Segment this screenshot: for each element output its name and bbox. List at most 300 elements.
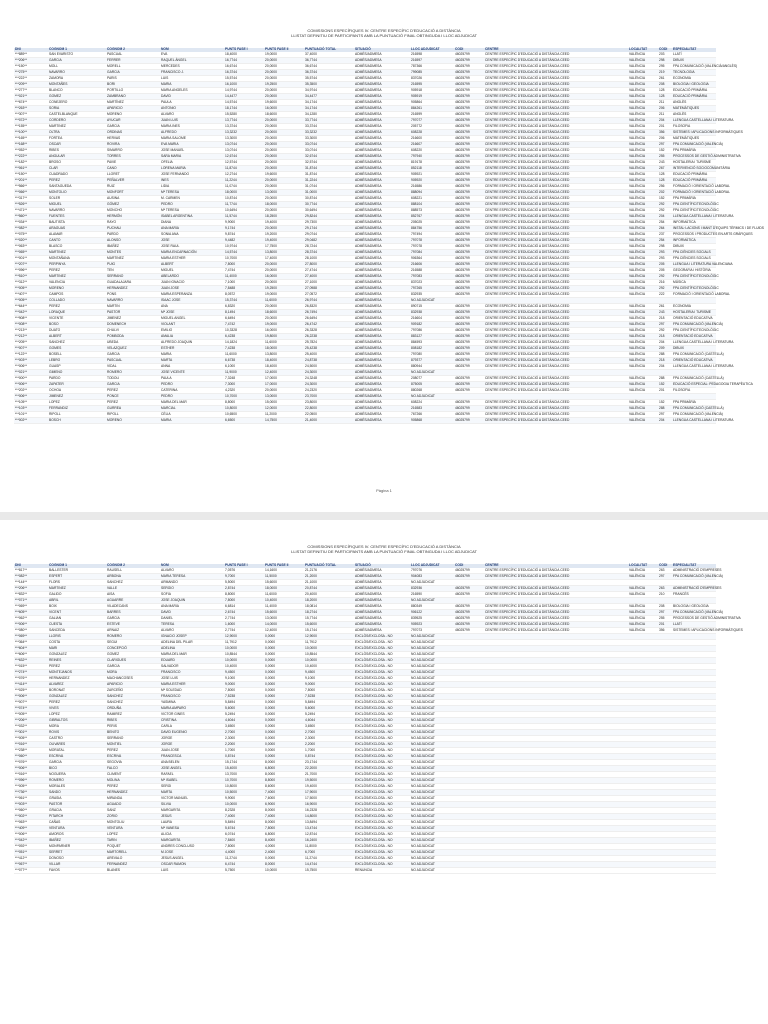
table-cell: 20,0000 xyxy=(264,124,304,130)
table-cell: 20,0000 xyxy=(264,130,304,136)
table-cell: NO ADJUDICAT xyxy=(410,598,454,604)
table-cell: ***644** xyxy=(14,304,48,310)
table-cell: DONOSO xyxy=(48,856,106,862)
table-cell: 15,1744 xyxy=(304,628,354,634)
table-cell: VALÈNCIA xyxy=(628,586,658,592)
table-cell: ***155** xyxy=(14,124,48,130)
table-cell: 288 xyxy=(658,406,672,412)
table-cell: 13,0000 xyxy=(264,394,304,400)
table-cell: 20,0000 xyxy=(264,226,304,232)
table-cell: PERIS xyxy=(106,724,160,730)
table-cell: 18,4000 xyxy=(264,364,304,370)
table-cell: FPA COMUNICACIÓ (CASTELLÀ) xyxy=(673,375,724,380)
table-cell: INTERVENCIÓ SOCIOCOMUNITÀRIA xyxy=(673,165,731,170)
table-cell: 8,0000 xyxy=(264,808,304,814)
table-cell: 0,0000 xyxy=(264,658,304,664)
table-cell: ***407** xyxy=(14,292,48,298)
table-cell: 7,5238 xyxy=(304,694,354,700)
table-cell: INES xyxy=(160,178,224,184)
table-cell: 2,7000 xyxy=(304,730,354,736)
table-cell: 29,7300 xyxy=(304,220,354,226)
table-cell: 0,0000 xyxy=(264,730,304,736)
table-cell: 852767 xyxy=(410,214,454,220)
table-cell: VALÈNCIA xyxy=(628,142,658,148)
table-cell: PEREZ xyxy=(106,400,160,406)
table-cell: 5,8494 xyxy=(224,820,264,826)
table-cell: ADMÈS/ADMESA xyxy=(354,280,410,286)
table-cell: ***006** xyxy=(14,364,48,370)
table-cell: FPA COMUNICACIÓ (CASTELLÀ) xyxy=(673,405,724,410)
table-cell: 216607 xyxy=(410,142,454,148)
table-cell: CENTRE ESPECÍFIC D'EDUCACIÓ A DISTÀNCIA CEED xyxy=(484,304,628,310)
table-cell: COLLADO xyxy=(48,298,106,304)
table-cell: 10,0000 xyxy=(224,658,264,664)
table-cell: ADMÈS/ADMESA xyxy=(354,94,410,100)
table-cell: ***080** xyxy=(14,628,48,634)
table-cell: MARIA DEL MAR xyxy=(160,652,224,658)
table-cell: HERNANDEZ xyxy=(48,676,106,682)
table-cell: JESUS xyxy=(160,814,224,820)
table-cell: FAVOS xyxy=(48,868,106,874)
table-cell: SANCHEZ xyxy=(106,694,160,700)
table-cell: 256 xyxy=(658,184,672,190)
table-cell: ZAMBRANO xyxy=(106,94,160,100)
table-cell: 28,3744 xyxy=(304,250,354,256)
table-cell: VALÈNCIA xyxy=(628,208,658,214)
table-cell: MARTINEZ xyxy=(48,250,106,256)
table-cell: ESTEVE xyxy=(106,622,160,628)
table-cell: 26,9744 xyxy=(304,298,354,304)
table-cell: CENTRE ESPECÍFIC D'EDUCACIÓ A DISTÀNCIA CEED xyxy=(484,64,628,70)
table-cell: ***060** xyxy=(14,754,48,760)
table-cell: FPA CIENTÍFIC/TECNOLÒGIC xyxy=(673,285,719,290)
table-cell: GARCIA xyxy=(106,616,160,622)
table-cell: ***312** xyxy=(14,280,48,286)
table-cell: ARMANDO xyxy=(160,580,224,586)
table-cell: ORIENTACIÓ EDUCATIVA xyxy=(672,316,716,322)
table-cell: CLIMENT xyxy=(106,772,160,778)
table-cell: BOSCH xyxy=(48,418,106,424)
table-cell: VALÈNCIA xyxy=(628,94,658,100)
table-cell: 46025799 xyxy=(454,328,484,334)
table-cell: MORATAL xyxy=(48,748,106,754)
table-cell: AGUARRE xyxy=(106,598,160,604)
table-cell: 218 xyxy=(658,334,672,340)
column-header: PUNTUACIÓ TOTAL xyxy=(304,48,354,52)
table-cell: 12,5744 xyxy=(224,160,264,166)
table-cell: 16,7744 xyxy=(224,58,264,64)
table-cell: 880944 xyxy=(410,364,454,370)
table-cell: ADMÈS/ADMESA xyxy=(354,82,410,88)
table-cell: 10,7000 xyxy=(224,778,264,784)
table-cell: CENTRE ESPECÍFIC D'EDUCACIÓ A DISTÀNCIA CEED xyxy=(484,94,628,100)
table-cell: 34,1744 xyxy=(304,106,354,112)
table-cell: 13,8494 xyxy=(304,820,354,826)
table-cell: SERRET xyxy=(48,850,106,856)
table-cell: MARGARITA xyxy=(160,838,224,844)
table-cell: 46025799 xyxy=(454,88,484,94)
table-cell: ***066** xyxy=(14,190,48,196)
table-cell: VALÈNCIA xyxy=(628,106,658,112)
table-cell: 297 xyxy=(658,574,672,580)
table-cell: 11,0744 xyxy=(224,184,264,190)
table-cell: ADMÈS/ADMESA xyxy=(354,322,410,328)
table-cell: 0,0000 xyxy=(264,736,304,742)
table-cell: ADMINISTRACIÓ D'EMPRESES xyxy=(673,585,722,590)
table-cell: EXCLÒS/EXCLOSA - NO xyxy=(354,736,410,742)
table-cell: ***144** xyxy=(14,580,48,586)
table-cell: PEREZ xyxy=(106,784,160,790)
table-cell: 880349 xyxy=(410,604,454,610)
table-cell: 152 xyxy=(658,400,672,406)
table-cell: 7,8488 xyxy=(224,286,264,292)
table-cell: 12,4000 xyxy=(264,370,304,376)
table-cell: MARTA xyxy=(160,790,224,796)
table-cell: FORMACIÓ I ORIENTACIÓ LABORAL xyxy=(673,183,730,188)
table-cell: PARDO xyxy=(106,232,160,238)
table-cell: JOSE MANUEL xyxy=(160,148,224,154)
table-cell: CUESTA xyxy=(48,622,106,628)
table-cell: ROVIS xyxy=(48,730,106,736)
table-cell: 7,8000 xyxy=(224,262,264,268)
table-cell: FPA COMUNICACIÓ (VALENCIÀ/ANGLÈS) xyxy=(673,63,738,68)
table-cell: FPA CIENTÍFIC/TECNOLÒGIC xyxy=(673,207,719,212)
table-cell: 46025799 xyxy=(454,238,484,244)
table-cell: 27,4744 xyxy=(304,268,354,274)
table-cell: 20,0000 xyxy=(264,154,304,160)
table-cell: 46025799 xyxy=(454,400,484,406)
table-cell: 905919 xyxy=(410,94,454,100)
table-cell: 19,2500 xyxy=(264,286,304,292)
table-cell: 12,9000 xyxy=(224,634,264,640)
table-cell: VALÈNCIA xyxy=(628,358,658,364)
table-cell: VALÈNCIA xyxy=(628,382,658,388)
table-cell: 25,4000 xyxy=(304,352,354,358)
table-cell: CENTRE ESPECÍFIC D'EDUCACIÓ A DISTÀNCIA CEED xyxy=(484,184,628,190)
table-cell: MIRANDA xyxy=(106,796,160,802)
table-cell: CENTRE ESPECÍFIC D'EDUCACIÓ A DISTÀNCIA CEED xyxy=(484,100,628,106)
table-cell: 46025799 xyxy=(454,244,484,250)
table-cell: LORAQUE xyxy=(48,310,106,316)
table-cell: LLENGUA CASTELLANA I LITERATURA xyxy=(673,417,734,422)
table-cell: 46025799 xyxy=(454,58,484,64)
table-cell: EXCLÒS/EXCLOSA - NO xyxy=(354,760,410,766)
table-cell: ADMÈS/ADMESA xyxy=(354,418,410,424)
table-cell: 46025799 xyxy=(454,628,484,634)
table-cell: 254 xyxy=(658,238,672,244)
page-break xyxy=(0,512,768,520)
table-cell: CENTRE ESPECÍFIC D'EDUCACIÓ A DISTÀNCIA CEED xyxy=(484,112,628,118)
table-cell: BOSO xyxy=(48,322,106,328)
table-cell: PROCESSOS DE GESTIÓ ADMINISTRATIVA xyxy=(673,615,741,620)
table-cell: ARAGUAS xyxy=(48,226,106,232)
table-cell: CENTRE ESPECÍFIC D'EDUCACIÓ A DISTÀNCIA CEED xyxy=(484,214,628,220)
table-cell: VALÈNCIA xyxy=(628,76,658,82)
table-cell: GUASP xyxy=(48,364,106,370)
table-cell: ECONOMIA xyxy=(672,76,716,82)
table-cell: 22,8000 xyxy=(304,406,354,412)
table-cell: 30,6494 xyxy=(304,208,354,214)
table-cell: NO ADJUDICAT xyxy=(410,664,454,670)
table-cell: 34,4477 xyxy=(304,94,354,100)
table-cell: 19,5000 xyxy=(304,778,354,784)
table-cell: VALLE xyxy=(106,586,160,592)
table-cell: 34,1280 xyxy=(304,112,354,118)
table-cell: NO ADJUDICAT xyxy=(410,718,454,724)
table-cell: FUENTES xyxy=(48,214,106,220)
column-header: DNI xyxy=(14,564,48,568)
table-cell: FRANCISCO xyxy=(160,670,224,676)
table-cell: MARTINEZ xyxy=(48,124,106,130)
table-cell: VALÈNCIA xyxy=(628,328,658,334)
table-cell: ADMÈS/ADMESA xyxy=(354,58,410,64)
table-cell: ***062** xyxy=(14,616,48,622)
table-cell: CENTRE ESPECÍFIC D'EDUCACIÓ A DISTÀNCIA CEED xyxy=(484,568,628,574)
table-cell: TERESA xyxy=(160,622,224,628)
title-line-2: LLISTAT DEFINITIU DE PARTICIPANTS AMB LA PUNTUACIÓ FINAL OBTINGUDA I LLOC ADJUDICAT xyxy=(291,33,477,38)
table-cell: EDUCACIÓ PRIMÀRIA xyxy=(672,172,716,178)
table-cell: 797076 xyxy=(410,568,454,574)
table-cell: 808182 xyxy=(410,346,454,352)
table-cell: ZARCEÑO xyxy=(106,688,160,694)
table-cell: 27,0988 xyxy=(304,286,354,292)
table-cell: 46025799 xyxy=(454,358,484,364)
table-cell: VENTURA xyxy=(48,826,106,832)
table-cell: 27,4000 xyxy=(304,274,354,280)
table-cell: CARLA xyxy=(160,724,224,730)
table-cell: ADMÈS/ADMESA xyxy=(354,52,410,58)
table-cell: 18,6000 xyxy=(264,112,304,118)
table-cell: 28,1000 xyxy=(304,256,354,262)
table-cell: 6,6500 xyxy=(224,418,264,424)
table-cell: ***206** xyxy=(14,58,48,64)
table-cell: ORDINAS xyxy=(106,130,160,136)
table-cell: 20,0000 xyxy=(264,160,304,166)
table-cell: VALÈNCIA xyxy=(628,286,658,292)
table-cell: SONIA ANA xyxy=(160,232,224,238)
table-cell: PEREZ xyxy=(48,178,106,184)
table-cell: 203 xyxy=(658,52,672,58)
column-header: NOM xyxy=(160,48,224,52)
table-cell: EXCLÒS/EXCLOSA - NO xyxy=(354,802,410,808)
table-cell: 297 xyxy=(658,610,672,616)
table-cell: AUSINA xyxy=(106,196,160,202)
table-cell: ***736** xyxy=(14,790,48,796)
table-cell: 216 xyxy=(658,280,672,286)
table-cell: 19,6000 xyxy=(264,172,304,178)
table-cell: NO ADJUDICAT xyxy=(410,856,454,862)
table-cell: 10,4000 xyxy=(264,598,304,604)
table-cell: 16,0000 xyxy=(264,106,304,112)
table-cell: SANTAGUEDA xyxy=(48,184,106,190)
table-cell: CENTRE ESPECÍFIC D'EDUCACIÓ A DISTÀNCIA CEED xyxy=(484,334,628,340)
table-cell: MORENO xyxy=(48,286,106,292)
table-cell: MARTORELL xyxy=(106,850,160,856)
table-cell: CENTRE ESPECÍFIC D'EDUCACIÓ A DISTÀNCIA CEED xyxy=(484,406,628,412)
table-cell: CENTRE ESPECÍFIC D'EDUCACIÓ A DISTÀNCIA CEED xyxy=(484,202,628,208)
table-cell: M JOSE xyxy=(160,850,224,856)
table-cell: EXCLÒS/EXCLOSA - NO xyxy=(354,808,410,814)
table-cell: 20,0000 xyxy=(264,166,304,172)
table-cell: 243 xyxy=(658,160,672,166)
table-cell: 201 xyxy=(658,124,672,130)
table-cell: 8,8000 xyxy=(224,400,264,406)
table-cell: CENTRE ESPECÍFIC D'EDUCACIÓ A DISTÀNCIA CEED xyxy=(484,376,628,382)
table-cell: TARIN xyxy=(106,838,160,844)
table-cell: ***526** xyxy=(14,202,48,208)
table-cell: RIBES xyxy=(106,718,160,724)
table-cell: GARCIA xyxy=(106,70,160,76)
table-cell: ADMÈS/ADMESA xyxy=(354,100,410,106)
table-cell: FPA PRIMÀRIA xyxy=(672,400,716,406)
table-cell: ADMÈS/ADMESA xyxy=(354,340,410,346)
table-cell: EXCLÒS/EXCLOSA - NO xyxy=(354,748,410,754)
table-cell: JOSE ANGEL xyxy=(160,766,224,772)
table-cell: BORI xyxy=(106,82,160,88)
table-cell: CAÑAS xyxy=(48,820,106,826)
table-cell: MARIA ESTHER xyxy=(160,256,224,262)
table-cell: CENTRE ESPECÍFIC D'EDUCACIÓ A DISTÀNCIA CEED xyxy=(484,232,628,238)
table-cell: 14,7500 xyxy=(264,418,304,424)
table-cell: ***471** xyxy=(14,208,48,214)
table-cell: 14,5744 xyxy=(224,250,264,256)
table-cell: CENTRE ESPECÍFIC D'EDUCACIÓ A DISTÀNCIA CEED xyxy=(484,352,628,358)
table-cell: 16,3744 xyxy=(224,70,264,76)
table-cell: 9,1744 xyxy=(224,226,264,232)
table-cell: ADMÈS/ADMESA xyxy=(354,406,410,412)
table-cell: ZAMORA xyxy=(48,76,106,82)
table-cell: 9,4482 xyxy=(224,238,264,244)
table-cell: VALÈNCIA xyxy=(628,238,658,244)
table-cell: 6,0744 xyxy=(224,832,264,838)
table-cell: 7,4000 xyxy=(224,814,264,820)
table-cell: ALFREDO xyxy=(160,130,224,136)
table-cell: ***025** xyxy=(14,688,48,694)
column-header: COGNOM 1 xyxy=(48,48,106,52)
table-cell: 46025799 xyxy=(454,178,484,184)
table-cell: ***002** xyxy=(14,814,48,820)
table-cell: 10,6500 xyxy=(224,412,264,418)
table-cell: CENTRE ESPECÍFIC D'EDUCACIÓ A DISTÀNCIA CEED xyxy=(484,592,628,598)
table-cell: GEOGRAFIA I HISTÒRIA xyxy=(672,268,716,274)
table-cell: ***301** xyxy=(14,730,48,736)
table-cell: ***908** xyxy=(14,316,48,322)
table-cell: MARIA ESPERANZA xyxy=(160,292,224,298)
table-cell: 7,1000 xyxy=(224,280,264,286)
table-cell: VALÈNCIA xyxy=(628,196,658,202)
table-cell: 11,8000 xyxy=(304,844,354,850)
table-cell: SAN EVARISTO xyxy=(48,52,106,58)
table-cell: 14,0000 xyxy=(264,622,304,628)
table-cell: GARCIA xyxy=(48,760,106,766)
table-cell: BLASCO xyxy=(48,244,106,250)
table-cell: ***006** xyxy=(14,766,48,772)
table-cell: ADMÈS/ADMESA xyxy=(354,262,410,268)
table-cell: ***168** xyxy=(14,142,48,148)
table-cell: 10,8744 xyxy=(224,196,264,202)
table-cell: FPA PRIMÀRIA xyxy=(672,196,716,202)
table-cell: ADMÈS/ADMESA xyxy=(354,592,410,598)
table-cell: CENTRE ESPECÍFIC D'EDUCACIÓ A DISTÀNCIA CEED xyxy=(484,388,628,394)
table-cell: APARICIO xyxy=(106,682,160,688)
table-cell: DIBUIX xyxy=(672,244,716,250)
results-table-page-1 xyxy=(14,47,764,424)
table-cell: 46025799 xyxy=(454,220,484,226)
table-cell: ***150** xyxy=(14,172,48,178)
table-cell: MORENO xyxy=(106,112,160,118)
table-cell: VALÈNCIA xyxy=(628,388,658,394)
table-cell: ADMÈS/ADMESA xyxy=(354,304,410,310)
table-cell: SILVIA xyxy=(160,802,224,808)
table-cell: PROCESSOS DE GESTIÓ ADMINISTRATIVA xyxy=(673,153,741,158)
table-cell: NO ADJUDICAT xyxy=(410,700,454,706)
table-cell: 0,0000 xyxy=(264,706,304,712)
table-cell: ADELINA DEL PILAR xyxy=(160,640,224,646)
table-cell: 4,4000 xyxy=(224,850,264,856)
table-cell: ***007** xyxy=(14,700,48,706)
table-cell: ***409** xyxy=(14,826,48,832)
table-cell: CENTRE ESPECÍFIC D'EDUCACIÓ A DISTÀNCIA CEED xyxy=(484,196,628,202)
table-cell: MÚSICA xyxy=(672,280,716,286)
table-cell: M. CARMEN xyxy=(160,196,224,202)
table-cell: EXCLÒS/EXCLOSA - NO xyxy=(354,712,410,718)
table-cell: ALBERT xyxy=(48,334,106,340)
table-cell: LUIS xyxy=(160,868,224,874)
table-cell: RIPOLL xyxy=(106,412,160,418)
table-cell: 23,8000 xyxy=(304,400,354,406)
table-cell: 33,3744 xyxy=(304,124,354,130)
table-cell: CENTRE ESPECÍFIC D'EDUCACIÓ A DISTÀNCIA CEED xyxy=(484,124,628,130)
table-cell: MARGARITA xyxy=(160,808,224,814)
document-page-2 xyxy=(0,520,768,1024)
table-cell: PASCUAL xyxy=(106,52,160,58)
table-cell: DIBUIX xyxy=(672,346,716,352)
table-cell: 46025799 xyxy=(454,346,484,352)
table-cell: VENTURA xyxy=(106,826,160,832)
table-cell: 797078 xyxy=(410,244,454,250)
table-cell: 10,9744 xyxy=(224,244,264,250)
table-cell: PUCHAU xyxy=(106,226,160,232)
table-cell: 219 xyxy=(658,70,672,76)
table-cell: 46025799 xyxy=(454,364,484,370)
table-cell: MONPARNER xyxy=(48,844,106,850)
table-cell: 18,0814 xyxy=(304,604,354,610)
table-cell: HOSTALERIA I TURISME xyxy=(672,160,716,166)
table-cell: NO ADJUDICAT xyxy=(410,370,454,376)
column-header: PUNTS FASE II xyxy=(264,564,304,568)
table-cell: 875005 xyxy=(410,382,454,388)
table-cell: ADMÈS/ADMESA xyxy=(354,568,410,574)
table-cell: ADMÈS/ADMESA xyxy=(354,142,410,148)
table-cell: TORRES xyxy=(106,154,160,160)
table-cell: 24,3000 xyxy=(304,370,354,376)
table-cell: ***604** xyxy=(14,646,48,652)
table-cell: CENTRE ESPECÍFIC D'EDUCACIÓ A DISTÀNCIA CEED xyxy=(484,250,628,256)
table-cell: EXCLÒS/EXCLOSA - NO xyxy=(354,742,410,748)
table-cell: GURREA xyxy=(106,406,160,412)
table-cell: ADMÈS/ADMESA xyxy=(354,70,410,76)
table-cell: MARIA SALOME xyxy=(160,136,224,142)
table-cell xyxy=(484,868,628,874)
column-header: PUNTS FASE I xyxy=(224,564,264,568)
table-cell: VALÈNCIA xyxy=(628,214,658,220)
table-cell: PROCESSOS I PRODUCTES EN ARTS GRÀFIQUES xyxy=(673,231,753,236)
table-cell: 11,4000 xyxy=(264,604,304,610)
table-cell: VALÈNCIA xyxy=(628,184,658,190)
table-cell: CENTRE ESPECÍFIC D'EDUCACIÓ A DISTÀNCIA CEED xyxy=(484,88,628,94)
table-cell: 2,4000 xyxy=(264,850,304,856)
table-cell: ***021** xyxy=(14,94,48,100)
